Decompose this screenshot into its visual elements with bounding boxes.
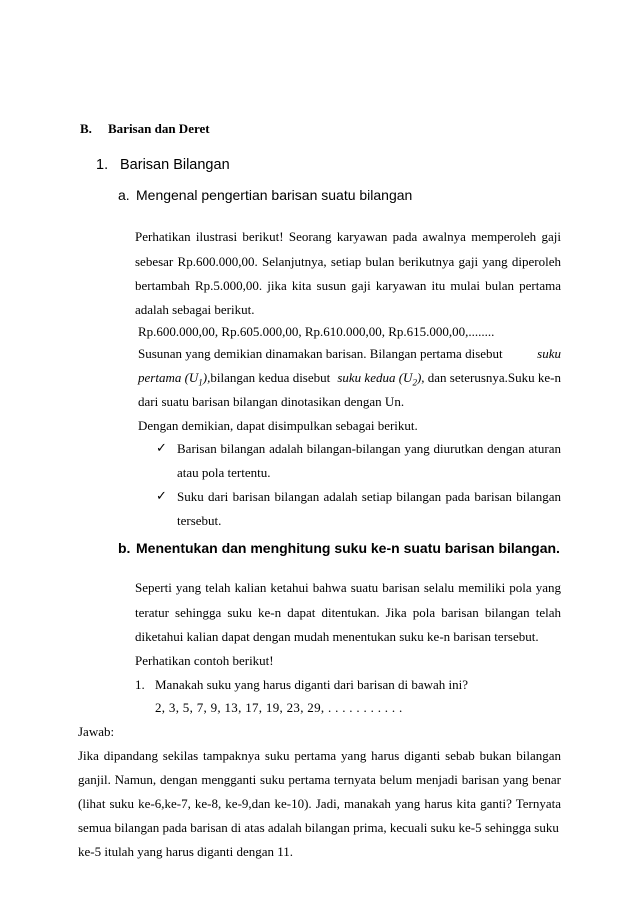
p2-line2-right xyxy=(337,370,561,388)
part-b-letter: b. xyxy=(118,540,131,556)
bullet-1-line2: atau pola tertentu. xyxy=(177,465,271,480)
subscript-1: 1 xyxy=(198,377,203,388)
p2-line2-left xyxy=(138,370,330,388)
answer-line3: (lihat suku ke-6,ke-7, ke-8, ke-9,dan ke-10). Jadi, manakah yang harus kita ganti? Ternyata xyxy=(78,796,561,811)
part-a-title: Mengenal pengertian barisan suatu bilangan xyxy=(136,187,413,203)
part-a-p1-line4: adalah sebagai berikut. xyxy=(135,302,255,317)
subscript-2: 2 xyxy=(412,377,417,388)
question-text: Manakah suku yang harus diganti dari barisan di bawah ini? xyxy=(155,677,468,692)
term-close-1: ), xyxy=(202,370,211,385)
section-title: Barisan dan Deret xyxy=(108,121,210,136)
answer-line1: Jika dipandang sekilas tampaknya suku pertama yang harus diganti sebab bukan bilangan xyxy=(78,748,561,763)
p2-line2-end: dan seterusnya.Suku ke-n xyxy=(427,370,561,385)
part-a-p1-line3: bertambah Rp.5.000,00. jika kita susun gaji karyawan itu mulai bulan pertama xyxy=(135,278,561,293)
answer-line4: semua bilangan pada barisan di atas adalah bilangan prima, kecuali suku ke-5 sehingga suku xyxy=(78,820,559,835)
checkmark-icon: ✓ xyxy=(156,440,167,455)
answer-line2: ganjil. Namun, dengan mengganti suku pertama ternyata belum menjadi barisan yang benar xyxy=(78,772,561,787)
term-suku-pertama: pertama (U xyxy=(138,370,199,385)
part-b-p1-line3: diketahui kalian dapat dengan mudah menentukan suku ke-n barisan tersebut. xyxy=(135,629,539,644)
part-a-letter: a. xyxy=(118,187,130,203)
term-close-2: ), xyxy=(416,370,425,385)
question-number: 1. xyxy=(135,677,145,692)
p2-line2-mid: bilangan kedua disebut xyxy=(210,370,331,385)
part-b-p2: Perhatikan contoh berikut! xyxy=(135,653,274,668)
part-a-p2-line3: dari suatu barisan bilangan dinotasikan dengan Un. xyxy=(138,394,405,409)
checkmark-icon: ✓ xyxy=(156,488,167,503)
part-a-p1-line1: Perhatikan ilustrasi berikut! Seorang karyawan pada awalnya memperoleh gaji xyxy=(135,229,561,244)
salary-sequence: Rp.600.000,00, Rp.605.000,00, Rp.610.000,00, Rp.615.000,00,........ xyxy=(138,324,495,339)
answer-line5: ke-5 itulah yang harus diganti dengan 11. xyxy=(78,844,294,859)
term-suku-kedua: suku kedua (U xyxy=(337,370,413,385)
p2-term-suku: suku xyxy=(537,346,561,361)
part-a-p1-line2: sebesar Rp.600.000,00. Selanjutnya, setiap bulan berikutnya gaji yang diperoleh xyxy=(135,254,561,269)
part-b-p1-line2: teratur sehingga suku ke-n dapat ditentukan. Jika pola barisan bilangan telah xyxy=(135,605,561,620)
section-letter: B. xyxy=(80,121,92,136)
subsection-title: Barisan Bilangan xyxy=(120,157,230,173)
bullet-2-line1: Suku dari barisan bilangan adalah setiap bilangan pada barisan bilangan xyxy=(177,489,561,504)
part-a-p2-line2 xyxy=(138,370,561,388)
part-a-p2-line1 xyxy=(138,346,561,362)
answer-label: Jawab: xyxy=(78,724,115,739)
bullet-1-line1: Barisan bilangan adalah bilangan-bilangan yang diurutkan dengan aturan xyxy=(177,441,561,456)
part-b-title: Menentukan dan menghitung suku ke-n suatu barisan bilangan. xyxy=(136,540,560,556)
question-sequence: 2, 3, 5, 7, 9, 13, 17, 19, 23, 29, . . . . . . . . . . . xyxy=(155,700,403,715)
part-a-p3: Dengan demikian, dapat disimpulkan sebagai berikut. xyxy=(138,418,418,433)
p2-line1-text: Susunan yang demikian dinamakan barisan. Bilangan pertama disebut xyxy=(138,346,503,361)
bullet-2-line2: tersebut. xyxy=(177,513,222,528)
part-b-p1-line1: Seperti yang telah kalian ketahui bahwa suatu barisan selalu memiliki pola yang xyxy=(135,580,561,595)
subsection-number: 1. xyxy=(96,157,109,173)
